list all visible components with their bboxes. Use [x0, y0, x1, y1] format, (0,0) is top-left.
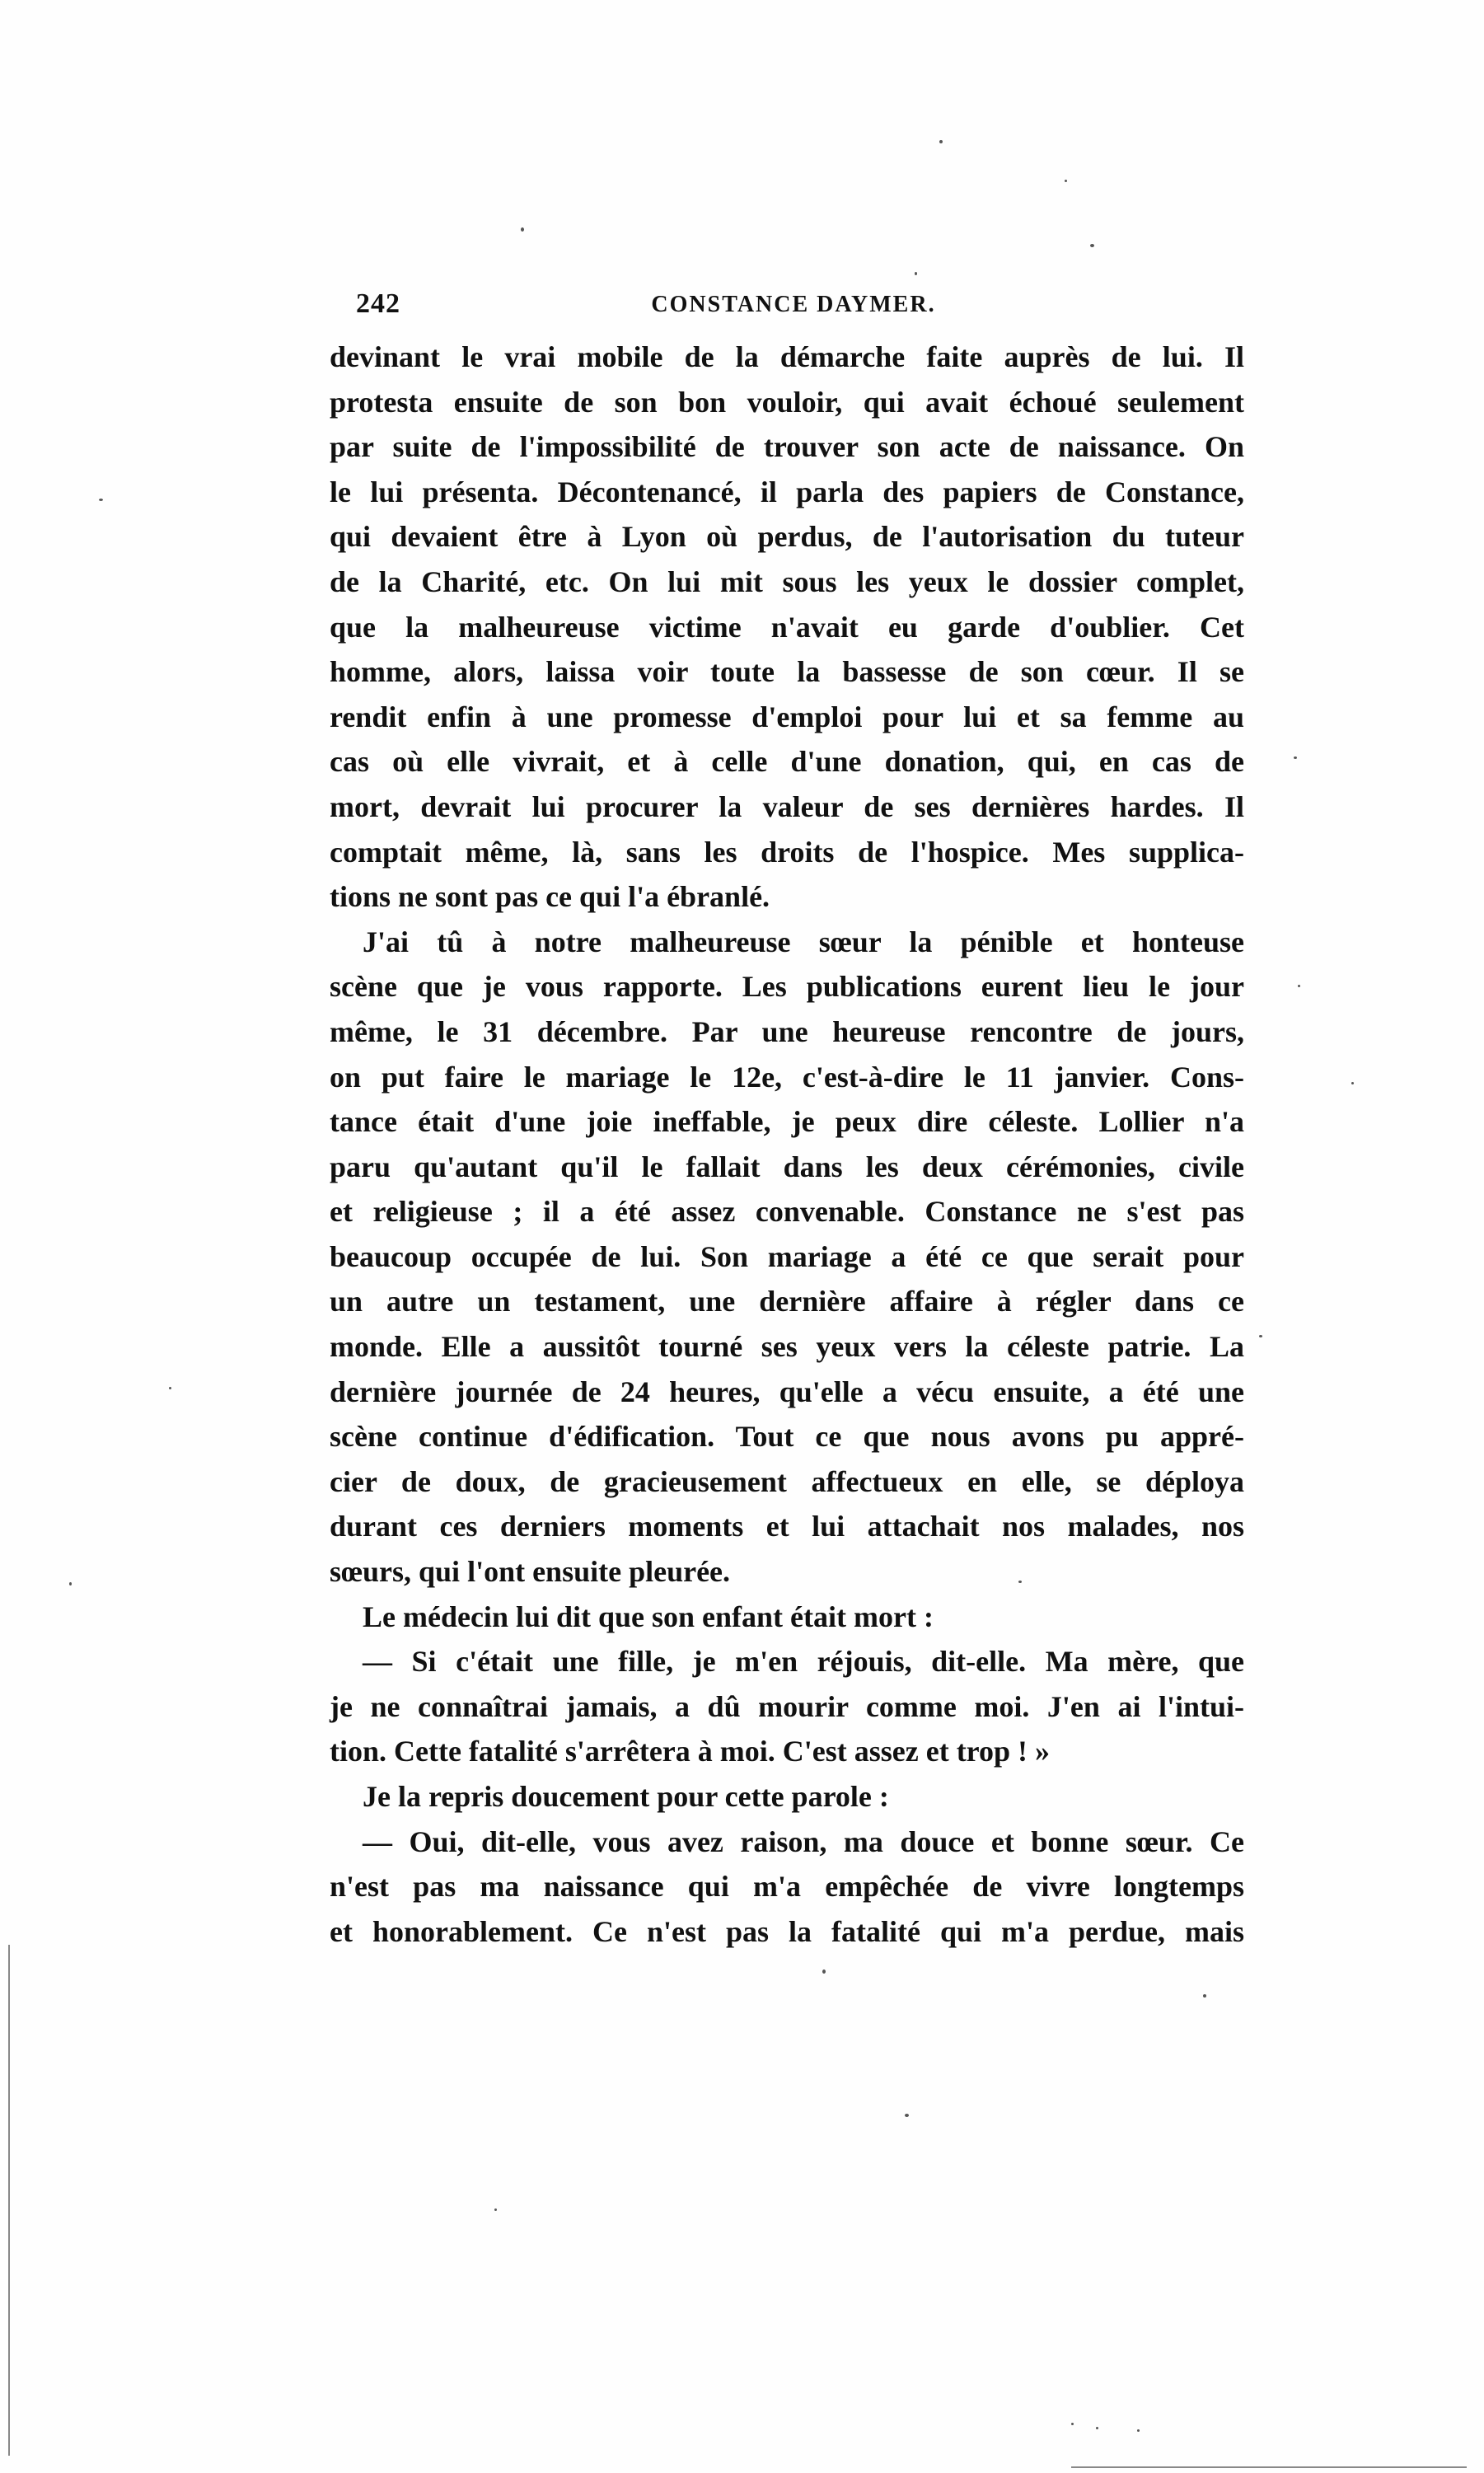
text-line: — Oui, dit-elle, vous avez raison, ma douce et bonne sœur. Ce — [363, 1824, 1244, 1858]
text-line: protesta ensuite de son bon vouloir, qui avait échoué seulement — [330, 385, 1244, 419]
scan-speck — [1137, 2429, 1140, 2432]
scan-speck — [1259, 1335, 1262, 1337]
text-line: que la malheureuse victime n'avait eu garde d'oublier. Cet — [330, 610, 1244, 644]
text-line: je ne connaîtrai jamais, a dû mourir comme moi. J'en ai l'intui- — [330, 1689, 1244, 1723]
scan-speck — [69, 1582, 72, 1585]
text-line: sœurs, qui l'ont ensuite pleurée. — [330, 1555, 731, 1589]
scan-speck — [494, 2208, 497, 2211]
text-line: paru qu'autant qu'il le fallait dans les deux cérémonies, civile — [330, 1150, 1244, 1183]
text-line: durant ces derniers moments et lui attachait nos malades, nos — [330, 1510, 1244, 1543]
text-line: tion. Cette fatalité s'arrêtera à moi. C'est assez et trop ! » — [330, 1735, 1051, 1768]
scan-speck — [905, 2114, 909, 2117]
scan-speck — [939, 140, 943, 143]
text-line: on put faire le mariage le 12e, c'est-à-dire le 11 janvier. Cons- — [330, 1060, 1244, 1094]
text-line: tions ne sont pas ce qui l'a ébranlé. — [330, 880, 770, 914]
scan-speck — [915, 272, 917, 275]
margin-rule — [8, 1945, 10, 2456]
text-line: scène continue d'édification. Tout ce que nous avons pu appré- — [330, 1420, 1244, 1454]
scan-speck — [1298, 985, 1300, 987]
text-line: et honorablement. Ce n'est pas la fatalité qui m'a perdue, mais — [330, 1914, 1244, 1948]
page-number: 242 — [356, 288, 400, 319]
text-line: même, le 31 décembre. Par une heureuse rencontre de jours, — [330, 1014, 1244, 1048]
running-title: CONSTANCE DAYMER. — [651, 292, 936, 317]
text-line: un autre un testament, une dernière affaire à régler dans ce — [330, 1285, 1244, 1318]
scan-speck — [1071, 2423, 1074, 2425]
text-line: de la Charité, etc. On lui mit sous les yeux le dossier complet, — [330, 564, 1244, 598]
text-line: dernière journée de 24 heures, qu'elle a vécu ensuite, a été une — [330, 1375, 1244, 1408]
text-line: qui devaient être à Lyon où perdus, de l'autorisation du tuteur — [330, 520, 1244, 554]
scan-speck — [99, 499, 103, 501]
text-line: scène que je vous rapporte. Les publications eurent lieu le jour — [330, 970, 1244, 1004]
scan-speck — [1090, 244, 1094, 247]
scan-speck — [169, 1387, 171, 1389]
text-line: cier de doux, de gracieusement affectueux en elle, se déploya — [330, 1464, 1244, 1498]
running-head — [356, 288, 1231, 325]
text-line: Je la repris doucement pour cette parole : — [363, 1780, 889, 1813]
scan-speck — [1294, 756, 1297, 759]
scan-speck — [822, 1970, 826, 1974]
scan-speck — [1351, 1082, 1354, 1084]
text-line: devinant le vrai mobile de la démarche faite auprès de lui. Il — [330, 340, 1244, 373]
text-line: homme, alors, laissa voir toute la bassesse de son cœur. Il se — [330, 655, 1244, 689]
text-line: mort, devrait lui procurer la valeur de ses dernières hardes. Il — [330, 789, 1244, 823]
text-line: monde. Elle a aussitôt tourné ses yeux vers la céleste patrie. La — [330, 1330, 1244, 1364]
text-line: et religieuse ; il a été assez convenable. Constance ne s'est pas — [330, 1195, 1244, 1229]
margin-rule — [1071, 2466, 1467, 2468]
text-line: comptait même, là, sans les droits de l'hospice. Mes supplica- — [330, 835, 1244, 869]
text-line: beaucoup occupée de lui. Son mariage a été ce que serait pour — [330, 1239, 1244, 1273]
text-line: — Si c'était une fille, je m'en réjouis, dit-elle. Ma mère, que — [363, 1645, 1244, 1679]
scan-speck — [1096, 2427, 1098, 2429]
text-line: cas où elle vivrait, et à celle d'une donation, qui, en cas de — [330, 745, 1244, 779]
text-line: rendit enfin à une promesse d'emploi pour lui et sa femme au — [330, 700, 1244, 733]
text-line: J'ai tû à notre malheureuse sœur la pénible et honteuse — [363, 925, 1244, 958]
text-line: n'est pas ma naissance qui m'a empêchée de vivre longtemps — [330, 1870, 1244, 1904]
body-text — [330, 335, 1244, 1954]
scan-speck — [1018, 1581, 1022, 1583]
scan-speck — [1065, 180, 1067, 182]
scan-speck — [1203, 1994, 1206, 1998]
text-line: Le médecin lui dit que son enfant était mort : — [363, 1599, 934, 1633]
text-line: le lui présenta. Décontenancé, il parla des papiers de Constance, — [330, 475, 1244, 508]
text-line: par suite de l'impossibilité de trouver son acte de naissance. On — [330, 430, 1244, 464]
text-line: tance était d'une joie ineffable, je peux dire céleste. Lollier n'a — [330, 1105, 1244, 1139]
scan-speck — [521, 227, 524, 232]
